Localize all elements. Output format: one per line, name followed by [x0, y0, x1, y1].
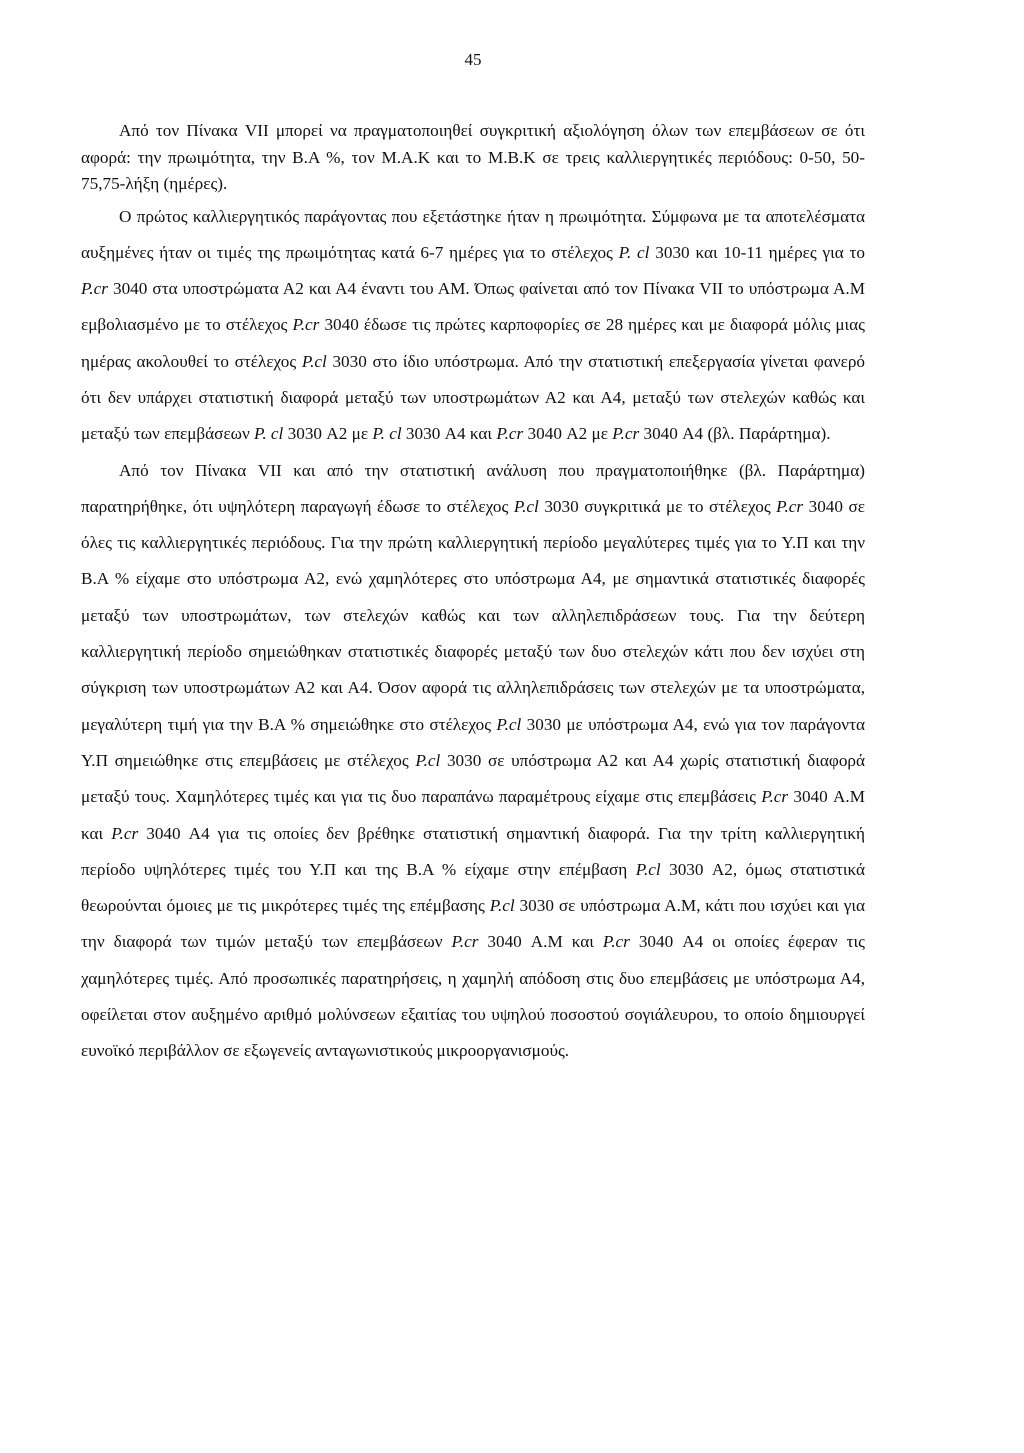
strain-name: P. cl	[254, 424, 284, 444]
paragraph-text: 3040 Α4 (βλ. Παράρτημα).	[639, 424, 831, 444]
strain-name: P. cl	[618, 242, 650, 262]
paragraph-text: Ο πρώτος καλλιεργητικός παράγοντας που εξετάστηκε ήταν η πρωιμότητα. Σύμφωνα με τα αποτελέσματα αυξημένες ήταν οι τιμές της πρωιμότητας κατά 6-7 ημέρες για το στέλεχος	[81, 206, 865, 262]
paragraph-text: 3040 Α4 για τις οποίες δεν βρέθηκε στατιστική σημαντική διαφορά. Για την τρίτη καλλιεργητική περίοδο υψηλότερες τιμές του Υ.Π και της Β.Α % είχαμε στην επέμβαση	[81, 823, 865, 879]
paragraph-table-comparison	[81, 118, 865, 198]
paragraph-yield-analysis	[81, 453, 865, 1070]
paragraph-text: 3030 Α4 και	[401, 424, 497, 444]
strain-name: P.cl	[513, 496, 539, 516]
document-body	[81, 118, 865, 1070]
strain-name: P.cr	[612, 424, 640, 444]
strain-name: P.cr	[111, 823, 139, 843]
strain-name: P.cr	[81, 279, 108, 299]
paragraph-text: 3040 έδωσε τις πρώτες καρποφορίες σε 28 ημέρες και με διαφορά μόλις μιας ημέρας ακολουθεί το στέλεχος	[81, 315, 865, 371]
paragraph-text: Από τον Πίνακα VII και από την στατιστική ανάλυση που πραγματοποιήθηκε (βλ. Παράρτημα) παρατηρήθηκε, ότι υψηλότερη παραγωγή έδωσε το στέλεχος	[81, 460, 865, 516]
strain-name: P.cr	[292, 315, 320, 335]
strain-name: P.cl	[496, 714, 522, 734]
strain-name: P.cr	[602, 932, 630, 952]
strain-name: P.cr	[761, 787, 789, 807]
strain-name: P.cl	[635, 859, 661, 879]
strain-name: P.cl	[489, 896, 515, 916]
paragraph-text: 3030 σε υπόστρωμα Α2 και Α4 χωρίς στατιστική διαφορά μεταξύ τους. Χαμηλότερες τιμές και για τις δυο παραπάνω παραμέτρους είχαμε στις επεμβάσεις	[81, 750, 865, 807]
paragraph-text: 3040 Α.Μ και	[81, 787, 865, 843]
paragraph-text: 3030 Α2, όμως στατιστικά θεωρούνται όμοιες με τις μικρότερες τιμές της επέμβασης	[81, 859, 865, 916]
strain-name: P. cl	[372, 424, 402, 444]
paragraph-text: 3030 συγκριτικά με το στέλεχος	[538, 496, 777, 516]
paragraph-text: 3040 Α4 οι οποίες έφεραν τις χαμηλότερες τιμές. Από προσωπικές παρατηρήσεις, η χαμηλή απόδοση στις δυο επεμβάσεις με υπόστρωμα Α4, οφείλεται στον αυξημένο αριθμό μολύνσεων εξαιτίας του υψηλού ποσοστού σογιάλευρου, το οποίο δημιουργεί ευνοϊκό περιβάλλον σε εξωγενείς ανταγωνιστικούς μικροοργανισμούς.	[81, 932, 865, 1061]
strain-name: P.cr	[451, 932, 479, 952]
paragraph-text: Από τον Πίνακα VII μπορεί να πραγματοποιηθεί συγκριτική αξιολόγηση όλων των επεμβάσεων σε ότι αφορά: την πρωιμότητα, την Β.Α %, τον Μ.Α.Κ και το Μ.Β.Κ σε τρεις καλλιεργητικές περιόδους: 0-50, 50-75,75-λήξη (ημέρες).	[81, 121, 865, 193]
paragraph-text: 3040 σε όλες τις καλλιεργητικές περιόδους. Για την πρώτη καλλιεργητική περίοδο μεγαλύτερες τιμές για το Υ.Π και την Β.Α % είχαμε στο υπόστρωμα Α2, ενώ χαμηλότερες στο υπόστρωμα Α4, με σημαντικά στατιστικές διαφορές μεταξύ των υποστρωμάτων, των στελεχών καθώς και των αλληλεπιδράσεων τους. Για την δεύτερη καλλιεργητική περίοδο σημειώθηκαν στατιστικές διαφορές μεταξύ των δυο στελεχών κάτι που δεν ισχύει στη σύγκριση των υποστρωμάτων Α2 και Α4. Όσον αφορά τις αλληλεπιδράσεις των στελεχών με τα υποστρώματα, μεγαλύτερη τιμή για την Β.Α % σημειώθηκε στο στέλεχος	[81, 496, 865, 734]
paragraph-text: 3030 και 10-11 ημέρες για το	[649, 242, 865, 262]
paragraph-text: 3040 στα υποστρώματα Α2 και Α4 έναντι του ΑΜ. Όπως φαίνεται από τον Πίνακα VII το υπόστρωμα Α.Μ εμβολιασμένο με το στέλεχος	[81, 279, 865, 335]
strain-name: P.cl	[301, 351, 327, 371]
paragraph-text: 3030 με υπόστρωμα Α4, ενώ για τον παράγοντα Υ.Π σημειώθηκε στις επεμβάσεις με στέλεχος	[81, 714, 865, 770]
paragraph-text: 3030 στο ίδιο υπόστρωμα. Από την στατιστική επεξεργασία γίνεται φανερό ότι δεν υπάρχει στατιστική διαφορά μεταξύ των υποστρωμάτων Α2 και Α4, μεταξύ των στελεχών καθώς και μεταξύ των επεμβάσεων	[81, 351, 866, 444]
strain-name: P.cr	[776, 496, 804, 516]
paragraph-text: 3040 Α.Μ και	[478, 932, 603, 952]
paragraph-text: 3040 Α2 με	[523, 424, 613, 444]
page-number: 45	[464, 50, 482, 69]
paragraph-text: 3030 Α2 με	[283, 424, 373, 444]
paragraph-text: 3030 σε υπόστρωμα Α.Μ, κάτι που ισχύει και για την διαφορά των τιμών μεταξύ των επεμβάσεων	[81, 896, 865, 952]
paragraph-earliness	[81, 199, 865, 453]
strain-name: P.cl	[415, 750, 441, 770]
strain-name: P.cr	[496, 424, 524, 444]
